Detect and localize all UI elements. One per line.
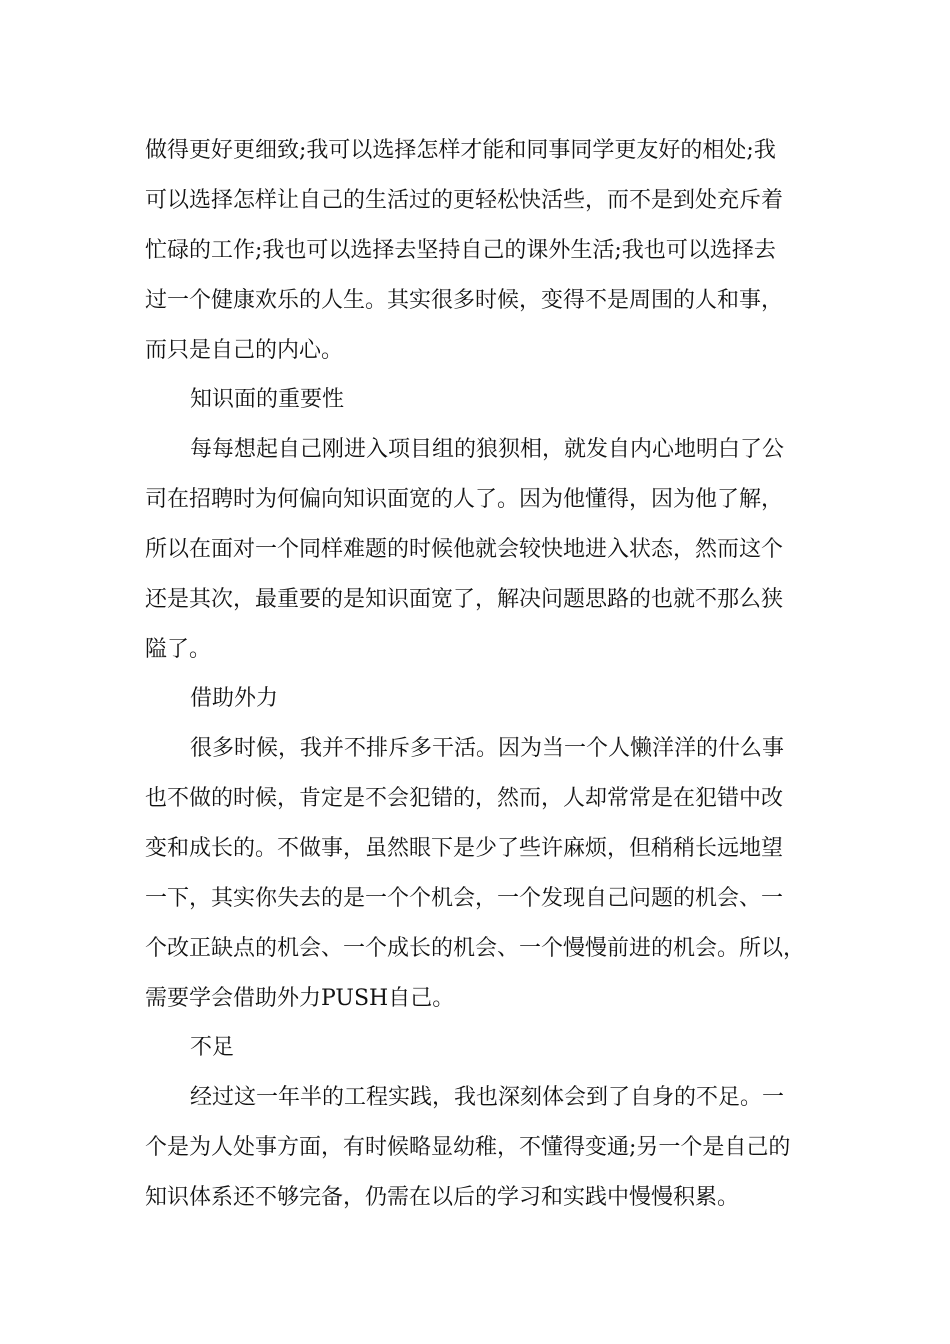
paragraph-line: 司在招聘时为何偏向知识面宽的人了。因为他懂得，因为他了解， xyxy=(145,487,784,512)
paragraph-line: 变和成长的。不做事，虽然眼下是少了些许麻烦，但稍稍长远地望 xyxy=(145,836,784,861)
paragraph-line: 每每想起自己刚进入项目组的狼狈相，就发自内心地明白了公 xyxy=(190,437,785,462)
paragraph-line: 知识体系还不够完备，仍需在以后的学习和实践中慢慢积累。 xyxy=(145,1185,740,1210)
paragraph-line: 需要学会借助外力PUSH自己。 xyxy=(145,986,455,1011)
paragraph-line: 过一个健康欢乐的人生。其实很多时候，变得不是周围的人和事， xyxy=(145,288,784,313)
section-heading: 不足 xyxy=(190,1035,235,1060)
paragraph-line: 还是其次，最重要的是知识面宽了，解决问题思路的也就不那么狭 xyxy=(145,587,784,612)
paragraph-line: 忙碌的工作;我也可以选择去坚持自己的课外生活;我也可以选择去 xyxy=(145,238,776,263)
paragraph-line: 个改正缺点的机会、一个成长的机会、一个慢慢前进的机会。所以， xyxy=(145,936,806,961)
paragraph-line: 个是为人处事方面，有时候略显幼稚，不懂得变通;另一个是自己的 xyxy=(145,1135,791,1160)
paragraph-line: 经过这一年半的工程实践，我也深刻体会到了自身的不足。一 xyxy=(190,1085,785,1110)
paragraph-line: 也不做的时候，肯定是不会犯错的，然而，人却常常是在犯错中改 xyxy=(145,786,784,811)
paragraph-line: 一下，其实你失去的是一个个机会，一个发现自己问题的机会、一 xyxy=(145,886,784,911)
paragraph-line: 可以选择怎样让自己的生活过的更轻松快活些，而不是到处充斥着 xyxy=(145,188,784,213)
paragraph-line: 所以在面对一个同样难题的时候他就会较快地进入状态，然而这个 xyxy=(145,537,784,562)
section-heading: 借助外力 xyxy=(190,686,279,711)
section-heading: 知识面的重要性 xyxy=(190,387,345,412)
paragraph-line: 做得更好更细致;我可以选择怎样才能和同事同学更友好的相处;我 xyxy=(145,138,776,163)
paragraph-line: 隘了。 xyxy=(145,637,212,662)
paragraph-line: 而只是自己的内心。 xyxy=(145,338,344,363)
paragraph-line: 很多时候，我并不排斥多干活。因为当一个人懒洋洋的什么事 xyxy=(190,736,785,761)
